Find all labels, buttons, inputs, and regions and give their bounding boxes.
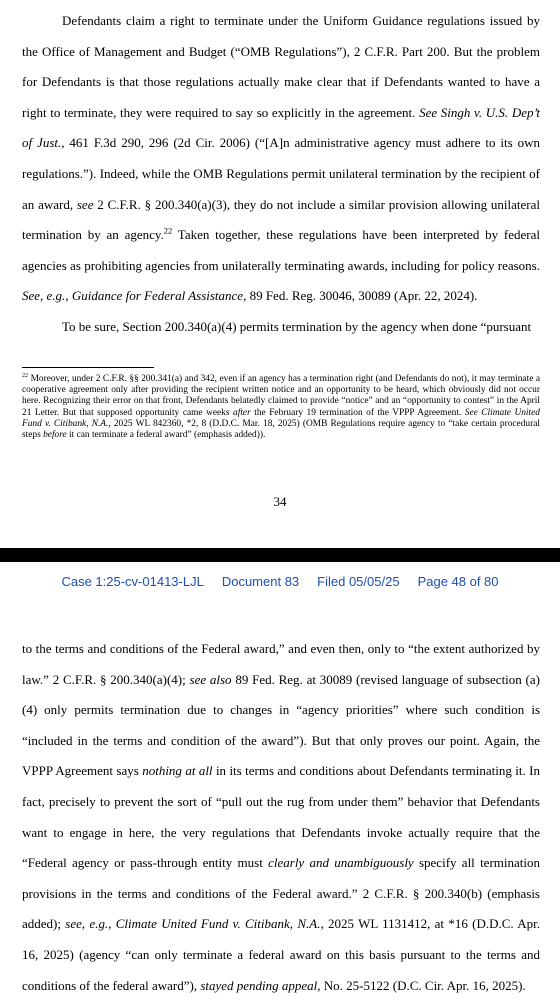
text-run: , 2025 WL 1131412, at *16 (D.D.C. Apr. 16, 2025) (agency “can only terminate a federal award on this basis pursuant to the terms and conditions of the federal award”), (22, 916, 541, 993)
paragraph-omb-regulations (22, 6, 540, 312)
text-run: the February 19 termination of the VPPP Agreement. (250, 407, 465, 418)
text-run: , (108, 916, 116, 932)
text-run: nothing at all (142, 763, 213, 779)
footnote-22 (22, 374, 540, 441)
text-run: stayed pending appeal (200, 977, 318, 993)
text-run: 89 Fed. Reg. at 30089 (revised language of subsection (a)(4) only permits termination due to changes in “agency priorities” where such condition is “included in the terms and condition of the award”). But that only proves our point. Again, the VPPP Agreement says (22, 671, 540, 779)
page-separator (0, 548, 560, 562)
text-run: see also (189, 671, 232, 687)
text-run: See, e.g. (22, 288, 66, 304)
page-34-body (22, 6, 540, 343)
ecf-header (0, 574, 560, 589)
page-number: 34 (273, 494, 287, 509)
text-run: , No. 25-5122 (D.C. Cir. Apr. 16, 2025). (317, 977, 526, 993)
text-run: after (233, 407, 251, 418)
page-48-body (22, 634, 540, 1001)
text-run: before (43, 430, 67, 441)
text-run: specify all termination provisions in the terms and conditions of the Federal award.” 2 C.F.R. § 200.340(b) (emphasis added); (22, 855, 540, 932)
text-run: , (65, 288, 72, 304)
text-run: it can terminate a federal award” (emphasis added)). (66, 430, 266, 441)
text-run: see (76, 196, 94, 212)
header-filed-date: Filed 05/05/25 (317, 574, 400, 589)
text-run: See Singh v. U.S. Dep’t of Just. (22, 104, 540, 151)
header-case-number: Case 1:25-cv-01413-LJL (61, 574, 204, 589)
text-run: To be sure, Section 200.340(a)(4) permits termination by the agency when done “pursuant (62, 318, 532, 334)
paragraph-terms-and-conditions (22, 634, 540, 1001)
text-run: see, e.g. (65, 916, 109, 932)
text-run: , 461 F.3d 290, 296 (2d Cir. 2006) (“[A]n administrative agency must adhere to its own regulations.”). Indeed, while the OMB Regulations permit unilateral termination by the recipient of an award, (22, 135, 540, 212)
text-run: Guidance for Federal Assistance (71, 288, 244, 304)
footnote-divider (22, 367, 154, 368)
text-run: , 89 Fed. Reg. 30046, 30089 (Apr. 22, 2024). (243, 288, 478, 304)
text-run: , 2025 WL 842360, *2, 8 (D.D.C. Mar. 18, 2025) (OMB Regulations require agency to “take certain procedural steps (22, 418, 540, 441)
footnote-reference: 22 (163, 225, 173, 236)
paragraph-section-200-340 (22, 312, 540, 343)
header-document-number: Document 83 (221, 574, 300, 589)
text-run: to the terms and conditions of the Federal award,” and even then, only to “the extent authorized by law.” 2 C.F.R. § 200.340(a)(4); (22, 641, 540, 687)
footnote-reference: 22 (22, 372, 29, 379)
header-page-count: Page 48 of 80 (417, 574, 499, 589)
text-run: See Climate United Fund v. Citibank, N.A. (22, 407, 540, 429)
text-run: 2 C.F.R. § 200.340(a)(3), they do not include a similar provision allowing unilateral termination by an agency. (22, 196, 540, 243)
text-run: clearly and unambiguously (268, 855, 414, 871)
text-run: Moreover, under 2 C.F.R. §§ 200.341(a) and 342, even if an agency has a termination right (and Defendants do not), it may terminate a cooperative agreement only after providing the recipient written notice and an opportunity to be heard, which obviously did not occur here. Recognizing their error on that front, Defendants belatedly claimed to provide “notice” and an “opportunity to contest” in the April 21 Letter. But that supposed opportunity came weeks (22, 374, 540, 418)
text-run: Defendants claim a right to terminate under the Uniform Guidance regulations issued by the Office of Management and Budget (“OMB Regulations”), 2 C.F.R. Part 200. But the problem for Defendants is that those regulations actually make clear that if Defendants wanted to have a right to terminate, they were required to say so explicitly in the agreement. (22, 13, 540, 120)
text-run: Climate United Fund v. Citibank, N.A. (115, 916, 321, 932)
text-run: Taken together, these regulations have been interpreted by federal agencies as prohibiting agencies from unilaterally terminating awards, including for policy reasons. (22, 227, 540, 273)
text-run: in its terms and conditions about Defendants terminating it. In fact, precisely to prevent the sort of “pull out the rug from under them” behavior that Defendants want to engage in here, the very regulations that Defendants invoke actually require that the “Federal agency or pass-through entity must (22, 763, 540, 871)
